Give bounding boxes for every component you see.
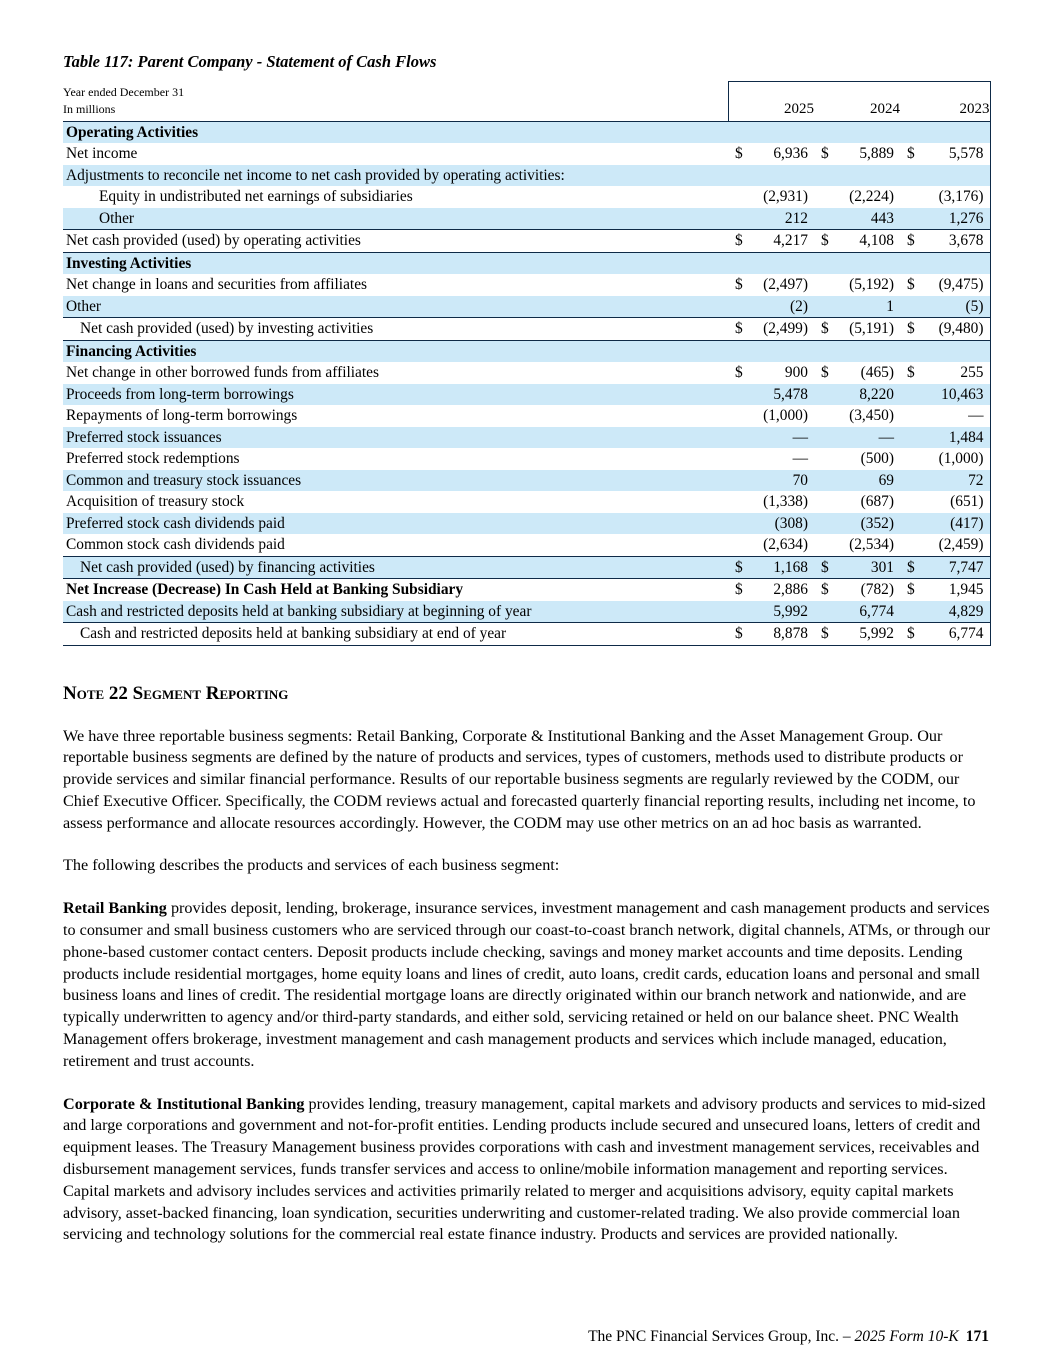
cell-dollar-sign — [900, 384, 926, 406]
cell-dollar-sign — [814, 340, 840, 362]
page-footer — [588, 1328, 989, 1346]
row-label: Repayments of long-term borrowings — [66, 407, 298, 424]
cell-value: (782) — [840, 579, 900, 601]
cell-dollar-sign: $ — [900, 579, 926, 601]
note-heading: Note 22 Segment Reporting — [63, 682, 289, 704]
cell-dollar-sign — [900, 427, 926, 449]
cell-value: 4,829 — [926, 601, 990, 623]
cell-dollar-sign — [814, 448, 840, 470]
table-row — [63, 230, 990, 253]
cell-dollar-sign: $ — [821, 364, 829, 381]
row-label: Adjustments to reconcile net income to net cash provided by operating activities: — [63, 165, 728, 187]
table-row — [63, 143, 990, 165]
cell-value: (2,931) — [763, 188, 808, 205]
cell-value — [754, 252, 814, 274]
cell-value: 10,463 — [926, 384, 990, 406]
cell-value: (417) — [926, 513, 990, 535]
table-row — [63, 121, 990, 143]
footer-company: The PNC Financial Services Group, Inc. – — [588, 1328, 855, 1345]
row-label: Acquisition of treasury stock — [66, 493, 245, 510]
cash-flow-table-body — [63, 121, 990, 645]
cell-value: (1,000) — [763, 407, 808, 424]
cell-dollar-sign — [814, 491, 840, 513]
cell-value: (687) — [860, 493, 894, 510]
cell-value: 1,168 — [754, 556, 814, 579]
cell-value: (465) — [860, 364, 894, 381]
cell-dollar-sign — [728, 340, 754, 362]
cell-dollar-sign — [900, 513, 926, 535]
cell-value: (5) — [926, 296, 990, 318]
cell-dollar-sign — [814, 296, 840, 318]
row-label: Cash and restricted deposits held at banking subsidiary at end of year — [63, 623, 728, 646]
cell-value: (1,338) — [763, 493, 808, 510]
paragraph: Retail Banking provides deposit, lending, brokerage, insurance services, investment management and cash management products and services to consumer and small business customers who are serviced through our coast-to-coast branch network, digital channels, ATMs, or through our phone-based customer contact centers. Deposit products include checking, savings and money market accounts and time deposits. Lending products include residential mortgages, home equity loans and lines of credit, auto loans, credit cards, education loans and personal and small business loans and lines of credit. The residential mortgage loans are directly originated within our branch network and nationwide, and are typically underwritten to agency and/or third-party standards, and either sold, servicing retained or held on our balance sheet. PNC Wealth Management offers brokerage, investment management and cash management products and services which include managed, education, retirement and trust accounts. — [63, 899, 990, 1070]
cell-value: 212 — [754, 208, 814, 230]
cell-value — [926, 340, 990, 362]
cell-value: 1,276 — [926, 208, 990, 230]
cell-dollar-sign — [728, 186, 754, 208]
table-header-label — [63, 82, 728, 122]
cell-dollar-sign — [728, 448, 754, 470]
cell-value — [840, 252, 900, 274]
cell-dollar-sign: $ — [907, 364, 915, 381]
table-row — [63, 186, 990, 208]
cell-dollar-sign — [814, 513, 840, 535]
cell-value: 1,945 — [926, 579, 990, 601]
cell-dollar-sign: $ — [814, 579, 840, 601]
cell-value: 1 — [840, 296, 900, 318]
cell-dollar-sign — [728, 513, 754, 535]
cell-dollar-sign: $ — [728, 318, 754, 341]
year-column-2025: 2025 — [728, 82, 814, 122]
cell-value: (308) — [754, 513, 814, 535]
cell-value: 5,889 — [859, 145, 894, 162]
row-label: Net cash provided (used) by operating activities — [63, 230, 728, 253]
table-row — [63, 274, 990, 296]
cell-value: — — [754, 427, 814, 449]
row-label: Preferred stock cash dividends paid — [63, 513, 728, 535]
table-row — [63, 362, 990, 384]
year-column-2024: 2024 — [814, 82, 900, 122]
table-row — [63, 579, 990, 601]
row-label: Proceeds from long-term borrowings — [63, 384, 728, 406]
table-header-row — [63, 82, 990, 122]
cell-value: — — [840, 427, 900, 449]
cell-value: (500) — [860, 450, 894, 467]
table-row — [63, 318, 990, 341]
cell-dollar-sign: $ — [900, 230, 926, 253]
table-row — [63, 340, 990, 362]
cell-value: (1,000) — [926, 448, 990, 470]
cell-value — [840, 121, 900, 143]
row-label: Investing Activities — [63, 252, 728, 274]
table-header — [63, 82, 990, 122]
cell-dollar-sign — [728, 208, 754, 230]
cell-dollar-sign — [900, 534, 926, 556]
cell-value: 900 — [784, 364, 808, 381]
cell-value: (2,497) — [763, 276, 808, 293]
cell-value: 69 — [840, 470, 900, 492]
cell-value: (9,475) — [926, 274, 990, 296]
cell-value — [754, 165, 814, 187]
footer-page-number: 171 — [965, 1328, 989, 1345]
cell-dollar-sign: $ — [814, 318, 840, 341]
cell-dollar-sign — [728, 296, 754, 318]
cell-value: 5,478 — [754, 384, 814, 406]
cell-value: (2,459) — [926, 534, 990, 556]
cell-value: 5,992 — [754, 601, 814, 623]
cell-value: 5,578 — [926, 143, 990, 165]
table-row — [63, 623, 990, 646]
cell-dollar-sign — [900, 165, 926, 187]
table-row — [63, 252, 990, 274]
cell-value: 3,678 — [926, 230, 990, 253]
note22-paragraphs — [63, 726, 991, 1247]
segment-name-bold: Retail Banking — [63, 899, 167, 918]
cell-dollar-sign: $ — [814, 230, 840, 253]
cell-value — [840, 165, 900, 187]
table-row — [63, 491, 990, 513]
cell-value: 5,992 — [840, 623, 900, 646]
row-label: Common stock cash dividends paid — [66, 536, 285, 553]
table-title: Table 117: Parent Company - Statement of Cash Flows — [63, 52, 437, 71]
cell-dollar-sign: $ — [900, 556, 926, 579]
header-line-2: In millions — [63, 102, 116, 116]
table-row — [63, 165, 990, 187]
row-label: Operating Activities — [63, 121, 728, 143]
cell-dollar-sign — [814, 601, 840, 623]
cell-dollar-sign: $ — [735, 364, 743, 381]
cell-dollar-sign — [814, 470, 840, 492]
cell-value: (2,534) — [849, 536, 894, 553]
cell-dollar-sign: $ — [728, 556, 754, 579]
cell-value: 72 — [926, 470, 990, 492]
cell-value: (2,634) — [763, 536, 808, 553]
cell-dollar-sign — [814, 384, 840, 406]
table-row — [63, 448, 990, 470]
cell-value: (9,480) — [926, 318, 990, 341]
cell-value: — — [926, 405, 990, 427]
cell-dollar-sign — [728, 121, 754, 143]
cell-dollar-sign — [900, 491, 926, 513]
cell-dollar-sign — [728, 252, 754, 274]
cell-value: (651) — [926, 491, 990, 513]
paragraph: The following describes the products and services of each business segment: — [63, 856, 560, 875]
row-label: Equity in undistributed net earnings of subsidiaries — [99, 188, 413, 205]
cell-dollar-sign — [900, 252, 926, 274]
cell-value: 6,774 — [926, 623, 990, 646]
table-row — [63, 384, 990, 406]
cell-dollar-sign — [814, 405, 840, 427]
cell-dollar-sign: $ — [814, 556, 840, 579]
row-label: Other — [63, 208, 728, 230]
cell-value — [754, 340, 814, 362]
cell-value: 4,108 — [840, 230, 900, 253]
cell-dollar-sign: $ — [735, 145, 743, 162]
cell-dollar-sign — [814, 534, 840, 556]
table-row — [63, 208, 990, 230]
cell-value: 6,774 — [840, 601, 900, 623]
table-row — [63, 601, 990, 623]
row-label: Financing Activities — [63, 340, 728, 362]
cell-value: 8,878 — [754, 623, 814, 646]
cell-dollar-sign: $ — [821, 145, 829, 162]
row-label: Preferred stock issuances — [63, 427, 728, 449]
cell-value: 7,747 — [926, 556, 990, 579]
cell-dollar-sign — [728, 427, 754, 449]
cell-dollar-sign: $ — [814, 623, 840, 646]
row-label: Other — [63, 296, 728, 318]
cell-dollar-sign: $ — [728, 579, 754, 601]
table-row — [63, 513, 990, 535]
cell-dollar-sign: $ — [907, 276, 915, 293]
cell-dollar-sign — [728, 384, 754, 406]
cell-value: 301 — [840, 556, 900, 579]
cell-dollar-sign — [814, 274, 840, 296]
cell-dollar-sign: $ — [735, 276, 743, 293]
cell-value: 6,936 — [773, 145, 808, 162]
cell-value: 2,886 — [754, 579, 814, 601]
cell-dollar-sign — [728, 491, 754, 513]
cell-dollar-sign — [814, 121, 840, 143]
cell-value: — — [792, 450, 808, 467]
cell-dollar-sign: $ — [728, 623, 754, 646]
table-row — [63, 470, 990, 492]
cell-dollar-sign — [900, 296, 926, 318]
cell-dollar-sign — [900, 186, 926, 208]
cell-dollar-sign — [728, 601, 754, 623]
row-label: Cash and restricted deposits held at banking subsidiary at beginning of year — [63, 601, 728, 623]
table-row — [63, 556, 990, 579]
row-label: Preferred stock redemptions — [66, 450, 240, 467]
cell-value: (2) — [754, 296, 814, 318]
cell-value — [840, 340, 900, 362]
row-label: Net cash provided (used) by financing activities — [63, 556, 728, 579]
cell-dollar-sign — [900, 405, 926, 427]
row-label: Net cash provided (used) by investing activities — [63, 318, 728, 341]
segment-name-bold: Corporate & Institutional Banking — [63, 1094, 305, 1113]
row-label: Net Increase (Decrease) In Cash Held at Banking Subsidiary — [63, 579, 728, 601]
cell-dollar-sign — [900, 340, 926, 362]
cell-dollar-sign — [728, 405, 754, 427]
row-label: Common and treasury stock issuances — [63, 470, 728, 492]
cell-value: (2,499) — [754, 318, 814, 341]
cell-value: 1,484 — [926, 427, 990, 449]
header-line-1: Year ended December 31 — [63, 84, 185, 99]
cell-dollar-sign — [814, 165, 840, 187]
row-label: Net change in loans and securities from affiliates — [66, 276, 368, 293]
cell-dollar-sign — [728, 534, 754, 556]
table-row — [63, 534, 990, 556]
cell-dollar-sign — [814, 208, 840, 230]
cell-value: (5,192) — [849, 276, 894, 293]
footer-form-name: 2025 Form 10-K — [854, 1328, 959, 1345]
cell-dollar-sign — [900, 601, 926, 623]
table-row — [63, 427, 990, 449]
cell-dollar-sign: $ — [728, 230, 754, 253]
cell-dollar-sign — [814, 427, 840, 449]
row-label: Net change in other borrowed funds from affiliates — [66, 364, 379, 381]
cell-dollar-sign — [900, 208, 926, 230]
cell-value: 70 — [754, 470, 814, 492]
cell-dollar-sign — [814, 252, 840, 274]
cell-value: (5,191) — [840, 318, 900, 341]
cell-dollar-sign — [900, 121, 926, 143]
cell-value — [926, 252, 990, 274]
cell-dollar-sign — [728, 165, 754, 187]
cell-dollar-sign — [728, 470, 754, 492]
cell-dollar-sign: $ — [900, 623, 926, 646]
cell-value: 8,220 — [840, 384, 900, 406]
year-column-2023: 2023 — [900, 82, 990, 122]
cell-dollar-sign: $ — [907, 145, 915, 162]
cell-dollar-sign: $ — [900, 318, 926, 341]
cell-dollar-sign — [814, 186, 840, 208]
cell-value — [754, 121, 814, 143]
cell-value: (3,450) — [849, 407, 894, 424]
cell-value: (3,176) — [926, 186, 990, 208]
table-row — [63, 405, 990, 427]
cell-value: (352) — [840, 513, 900, 535]
cell-value: 255 — [926, 362, 990, 384]
cell-dollar-sign — [900, 470, 926, 492]
cell-value: 4,217 — [754, 230, 814, 253]
row-label: Net income — [66, 145, 138, 162]
cell-value — [926, 165, 990, 187]
cell-value: 443 — [840, 208, 900, 230]
cash-flow-table — [63, 81, 991, 646]
table-row — [63, 296, 990, 318]
cell-value: (2,224) — [849, 188, 894, 205]
paragraph: Corporate & Institutional Banking provides lending, treasury management, capital markets and advisory products and services to mid-sized and large corporations and government and not-for-profit entities. Lending products include secured and unsecured loans, letters of credit and equipment leases. The Treasury Management business provides corporations with cash and investment management services, receivables and disbursement management services, funds transfer services and access to online/mobile information management and reporting services. Capital markets and advisory includes services and activities primarily related to merger and acquisitions advisory, equity capital markets advisory, asset-backed financing, loan syndication, securities underwriting and customer-related trading. We also provide commercial loan servicing and technology solutions for the commercial real estate finance industry. Products and services are provided nationally. — [63, 1094, 986, 1244]
paragraph: We have three reportable business segments: Retail Banking, Corporate & Institutional Banking and the Asset Management Group. Our reportable business segments are defined by the nature of products and services, types of customers, methods used to distribute products or provide services and similar financial performance. Results of our reportable business segments are regularly reviewed by the CODM, our Chief Executive Officer. Specifically, the CODM reviews actual and forecasted quarterly financial reporting results, including net income, to assess performance and allocate resources accordingly. However, the CODM may use other metrics on an ad hoc basis as warranted. — [63, 726, 976, 832]
cell-dollar-sign — [900, 448, 926, 470]
cell-value — [926, 121, 990, 143]
